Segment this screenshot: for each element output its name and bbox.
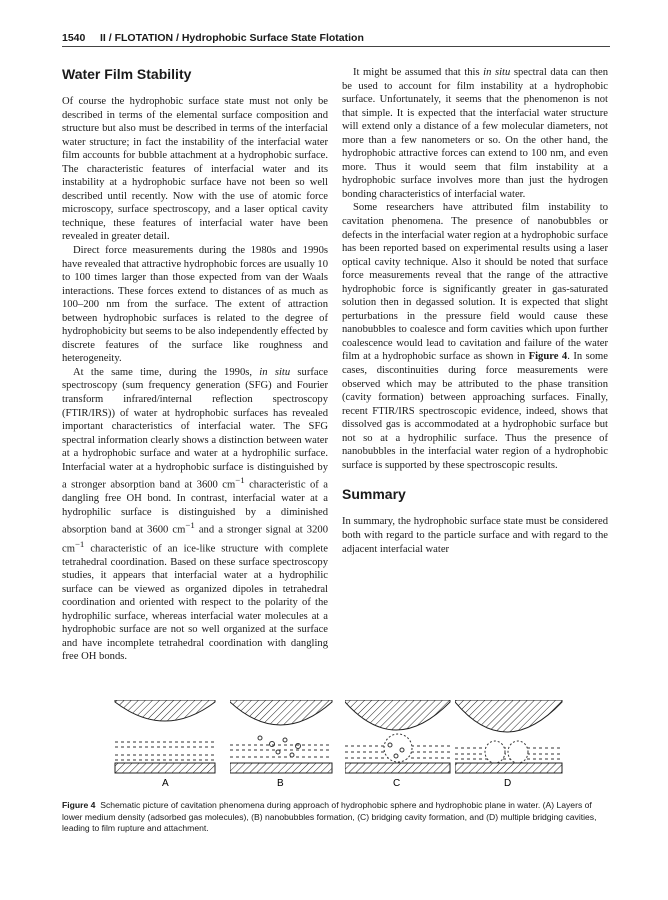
section-heading-summary: Summary <box>342 486 406 503</box>
header-rule <box>62 46 610 47</box>
figure-caption-label: Figure 4 <box>62 800 96 810</box>
right-column <box>342 66 608 556</box>
paragraph-5: Some researchers have attributed film instability to cavitation phenomena. The presence of nanobubbles or defects in the interfacial water region at a hydrophobic surface has been reported based on experimental results using a laser optical cavity technique. Also it should be noted that surface force measurements reveal that the range of the attractive hydrophobic force is significantly greater in gas-saturated solution then in degassed solution. It is expected that slight perturbations in the pressure field would cause these nanobubbles to coalesce and form cavities which upon further coalescence would lead to cavitation and failure of the water film at a hydrophobic surface as shown in Figure 4. In some cases, discontinuities during force measurements were observed which may be attributed to the phase transition (cavity formation) between approaching surfaces. Finally, recent FTIR/IRS spectroscopic evidence, indeed, shows that dissolved gas is accommodated at a hydrophobic surface but not so at a hydrophilic surface. Thus the presence of nanobubbles in the interfacial water region of a hydrophobic surface is supported by these spectroscopic results. <box>342 202 608 471</box>
left-column <box>62 60 328 664</box>
figure-4-schematic <box>110 700 610 790</box>
panel-a <box>115 700 215 773</box>
paragraph-1: Of course the hydrophobic surface state must not only be described in terms of the elemental surface composition and structure but also must be described in terms of the interfacial water structure; in fact the instability of the interfacial water film accounts for bubble attachment at a hydrophobic surface. The characteristic features of interfacial water and its instability at a hydrophobic surface have not been so well described until recently. Now with the use of atomic force microscopy, surface spectroscopy, and a laser optical cavity technique, these features of interfacial water have been revealed in greater detail. <box>62 96 328 243</box>
summary-paragraph: In summary, the hydrophobic surface state must be considered both with regard to the particle surface and with regard to the adjacent interfacial water <box>342 516 608 555</box>
paragraph-2: Direct force measurements during the 1980s and 1990s have revealed that attractive hydrophobic forces are usually 10 to 100 times larger than those expected from van der Waals interactions. These forces extend to distances of as much as 100–200 nm from the surface. The extent of attraction between hydrophobic surfaces is related to the degree of hydrophobicity but seems to be also independently effected by discrete features of the surface like roughness and heterogeneity. <box>62 245 328 365</box>
figure-caption <box>62 800 610 835</box>
figure-4-reference[interactable]: Figure 4 <box>528 351 568 363</box>
running-header <box>62 28 610 48</box>
panel-label-d: D <box>504 778 512 789</box>
panel-c <box>345 700 450 773</box>
panel-label-a: A <box>162 778 169 789</box>
panel-b <box>230 700 332 773</box>
section-heading-water-film-stability: Water Film Stability <box>62 66 192 82</box>
panel-label-c: C <box>393 778 401 789</box>
running-title: II / FLOTATION / Hydrophobic Surface State Flotation <box>100 32 364 44</box>
panel-label-b: B <box>277 778 284 789</box>
paragraph-4: It might be assumed that this in situ spectral data can then be used to account for film instability at a hydrophobic surface. Unfortunately, it seems that the phenomenon is not that simple. It is expected that the interfacial water structure will extend only a distance of a few molecular diameters, not more than a few nanometers or so. On the other hand, the hydrophobic attractive forces can extend to 100 nm, and even more. Thus it would seem that film instability at a hydrophobic surface involves more than just the hydrogen bonding characteristics of interfacial water. <box>342 67 609 200</box>
figure-caption-text: Schematic picture of cavitation phenomena during approach of hydrophobic sphere and hydrophobic plane in water. (A) Layers of lower medium density (adsorbed gas molecules), (B) nanobubbles formation, (C) bridging cavity formation, and (D) multiple bridging cavities, leading to film rupture and attachment. <box>62 800 597 833</box>
panel-d <box>455 700 562 773</box>
paragraph-3: At the same time, during the 1990s, in situ surface spectroscopy (sum frequency generation (SFG) and Fourier transform infrared/internal reflection spectroscopy (FTIR/IRS)) of water at hydrophobic surfaces has revealed important characteristics of interfacial water. The SFG spectral information clearly shows a distinction between water at a hydrophobic surface and water at a hydrophilic surface. Interfacial water at a hydrophobic surface is distinguished by a stronger absorption band at 3600 $cm^{-1}$ characteristic of a dangling free OH bond. In contrast, interfacial water at a hydrophilic surface is distinguished by a diminished absorption band at 3600 $cm^{-1}$ and a stronger signal at 3200 $cm^{-1}$ characteristic of an ice-like structure with complete tetrahedral coordination. Based on these surface spectroscopy studies, it appears that interfacial water at a hydrophilic surface can be viewed as organized dipoles in tetrahedral coordination and oriented with respect to the polarity of the hydrophilic surface, whereas interfacial water molecules at a hydrophobic surface are not so well organized at the surface and have incomplete tetrahedral coordination with dangling free OH bonds. <box>62 366 328 663</box>
page-number: 1540 <box>62 32 86 44</box>
